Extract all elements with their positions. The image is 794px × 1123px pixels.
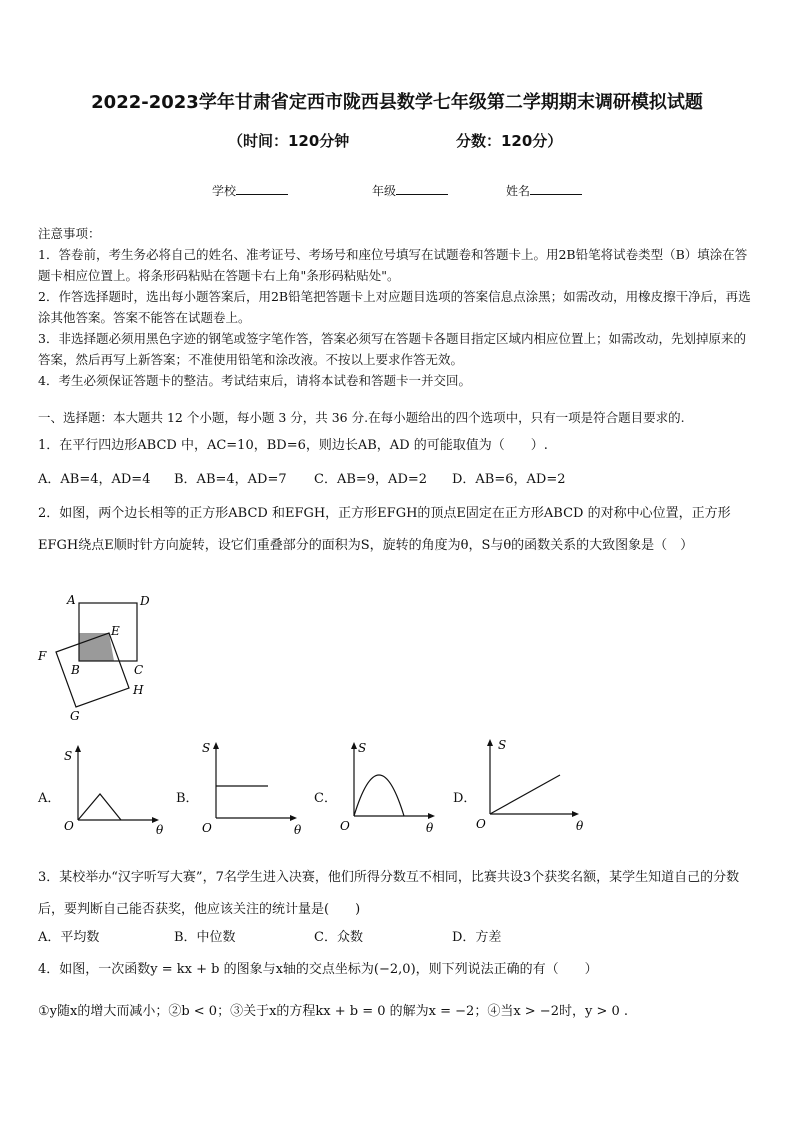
label-e: E xyxy=(111,624,120,638)
q1-option-c: C．AB=9，AD=2 xyxy=(314,472,428,487)
q4-statements: ①y随x的增大而减小；②b < 0；③关于x的方程kx + b = 0 的解为x = −2；④当x > −2时，y > 0 . xyxy=(38,1004,629,1019)
q3-option-a: A．平均数 xyxy=(38,930,100,945)
label-b: B xyxy=(71,663,80,677)
axis-theta: θ xyxy=(156,823,164,837)
q2-option-a: A． xyxy=(38,791,61,806)
q4-stem: 4．如图，一次函数y = kx + b 的图象与x轴的交点坐标为(−2,0)，则下列说法正确的有（ ） xyxy=(38,962,598,977)
axis-s: S xyxy=(358,741,367,755)
curve-a xyxy=(78,794,121,820)
origin-o: O xyxy=(202,821,212,835)
exam-score: 分数：120分） xyxy=(456,132,563,150)
axis-theta: θ xyxy=(576,819,584,833)
axis-s: S xyxy=(64,749,73,763)
q1-option-d: D．AB=6，AD=2 xyxy=(452,472,566,487)
label-a: A xyxy=(67,593,76,607)
school-field xyxy=(212,182,288,199)
origin-o: O xyxy=(340,819,350,833)
origin-o: O xyxy=(64,819,74,833)
q2-stem: 2．如图，两个边长相等的正方形ABCD 和EFGH，正方形EFGH的顶点E固定在正方形ABCD 的对称中心位置，正方形EFGH绕点E顺时针方向旋转，设它们重叠部分的面积为S，旋转的角度为θ，S与θ的函数关系的大致图象是（ ） xyxy=(38,506,731,553)
q2-option-d: D． xyxy=(453,791,477,806)
name-label: 姓名 xyxy=(506,184,531,198)
q1-stem: 1．在平行四边形ABCD 中，AC=10，BD=6，则边长AB，AD 的可能取值为（ ）. xyxy=(38,438,548,453)
axis-theta: θ xyxy=(426,821,434,835)
notes-block xyxy=(38,223,758,391)
q3-stem: 3．某校举办“汉字听写大赛”，7名学生进入决赛，他们所得分数互不相同，比赛共设3个获奖名额，某学生知道自己的分数后，要判断自己能否获奖，他应该关注的统计量是( ) xyxy=(38,870,740,917)
q2-graph-b xyxy=(196,738,308,838)
note-item: 2．作答选择题时，选出每小题答案后，用2B铅笔把答题卡上对应题目选项的答案信息点涂黑；如需改动，用橡皮擦干净后，再选涂其他答案。答案不能答在试题卷上。 xyxy=(38,289,751,325)
label-h: H xyxy=(133,683,144,697)
section-heading: 一、选择题：本大题共 12 个小题，每小题 3 分，共 36 分.在每小题给出的四个选项中，只有一项是符合题目要求的. xyxy=(38,410,685,425)
name-field xyxy=(506,182,582,199)
q3-option-b: B．中位数 xyxy=(174,930,236,945)
exam-time: （时间：120分钟 xyxy=(228,132,350,150)
q2-graph-c xyxy=(334,738,446,838)
school-blank xyxy=(236,182,288,195)
axis-theta: θ xyxy=(294,823,302,837)
label-g: G xyxy=(70,709,80,723)
name-blank xyxy=(530,182,582,195)
note-item: 1．答卷前，考生务必将自己的姓名、准考证号、考场号和座位号填写在试题卷和答题卡上。用2B铅笔将试卷类型（B）填涂在答题卡相应位置上。将条形码粘贴在答题卡右上角"条形码粘贴处"。 xyxy=(38,247,748,283)
note-item: 4．考生必须保证答题卡的整洁。考试结束后，请将本试卷和答题卡一并交回。 xyxy=(38,373,471,388)
grade-label: 年级 xyxy=(372,184,397,198)
origin-o: O xyxy=(476,817,486,831)
q3-option-c: C．众数 xyxy=(314,930,363,945)
notes-heading: 注意事项： xyxy=(38,226,101,241)
curve-d xyxy=(490,775,560,814)
axis-s: S xyxy=(202,741,211,755)
q1-option-a: A．AB=4，AD=4 xyxy=(38,472,151,487)
grade-field xyxy=(372,182,448,199)
grade-blank xyxy=(396,182,448,195)
q2-option-b: B． xyxy=(176,791,199,806)
q1-option-b: B．AB=4，AD=7 xyxy=(174,472,287,487)
school-label: 学校 xyxy=(212,184,237,198)
q2-option-c: C． xyxy=(314,791,337,806)
label-f: F xyxy=(38,649,47,663)
q2-graph-d xyxy=(472,734,590,836)
label-c: C xyxy=(134,663,144,677)
axis-s: S xyxy=(498,738,507,752)
q2-graph-a xyxy=(58,742,170,837)
q2-squares-figure xyxy=(34,590,164,725)
curve-c xyxy=(354,775,404,816)
label-d: D xyxy=(140,594,150,608)
note-item: 3．非选择题必须用黑色字迹的钢笔或签字笔作答，答案必须写在答题卡各题目指定区域内相应位置上；如需改动，先划掉原来的答案，然后再写上新答案；不准使用铅笔和涂改液。不按以上要求作答无效。 xyxy=(38,331,746,367)
exam-title: 2022-2023学年甘肃省定西市陇西县数学七年级第二学期期末调研模拟试题 xyxy=(91,92,703,113)
q3-option-d: D．方差 xyxy=(452,930,502,945)
